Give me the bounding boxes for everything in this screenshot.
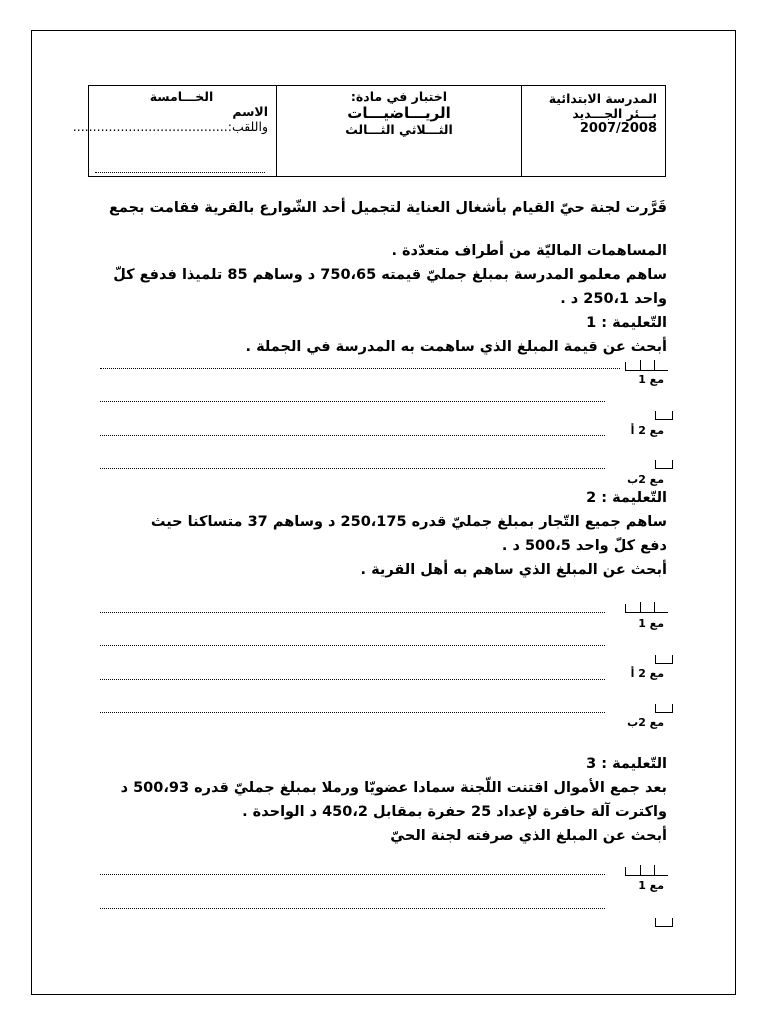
subject-cell [276,86,521,176]
criterion-label: مع 2 أ [630,424,664,437]
answer-line[interactable] [100,435,605,436]
task2-line-1: ساهم جميع التّجار بمبلغ جمليّ قدره 250،175 د وساهم 37 متساكنا حيث [150,514,667,530]
intro-line-1: قَرَّرت لجنة حيّ القيام بأشغال العناية لتجميل أحد الشّوارع بالقرية فقامت بجمع [108,200,667,216]
intro-line-2: المساهمات الماليّة من أطراف متعدّدة . [391,243,667,259]
name-field[interactable] [95,172,265,173]
student-cell [72,86,276,176]
exam-header [72,85,666,177]
school-place: بـــئر الجـــديد [572,106,657,121]
criterion-label: مع 2 أ [630,667,664,680]
answer-line[interactable] [100,612,605,613]
answer-line[interactable] [100,712,605,713]
school-info-cell [521,86,665,176]
answer-line[interactable] [100,645,605,646]
score-box [655,655,673,664]
score-box [655,411,673,420]
criterion-label: مع 2ب [627,473,664,486]
task2-question: أبحث عن المبلغ الذي ساهم به أهل القرية . [360,562,667,578]
context1-line-2: واحد 250،1 د . [560,291,667,307]
name-label: الاسم [232,104,268,119]
score-box [625,604,668,613]
answer-line[interactable] [100,468,605,469]
score-box [625,362,668,371]
task2-line-2: دفع كلّ واحد 500،5 د . [501,538,667,554]
grade-label: الخـــامسة [149,89,214,104]
criterion-label: مع 1 [638,373,664,386]
subject-title: الريـــاضيـــات [347,104,451,122]
task3-title: التّعليمة : 3 [586,756,667,772]
task3-line-2: واكترت آلة حافرة لإعداد 25 حفرة بمقابل 450،2 د الواحدة . [242,804,667,820]
task1-title: التّعليمة : 1 [586,315,667,331]
answer-line[interactable] [100,679,605,680]
task2-title: التّعليمة : 2 [586,490,667,506]
score-box [655,704,673,713]
term-label: الثـــلاثي الثـــالث [345,122,453,137]
school-year: 2007/2008 [579,121,657,136]
exam-label: اختبار في مادة: [350,89,448,104]
task3-question: أبحث عن المبلغ الذي صرفته لجنة الحيّ [390,828,667,844]
answer-line[interactable] [100,401,605,402]
answer-line[interactable] [100,874,605,875]
score-box [625,867,668,876]
school-name: المدرسة الابتدائية [548,91,657,106]
criterion-label: مع 2ب [627,716,664,729]
surname-label: واللقب:....................................... [72,119,268,134]
context1-line-1: ساهم معلمو المدرسة بمبلغ جمليّ قيمته 750،65 د وساهم 85 تلميذا فدفع كلّ [113,267,667,283]
score-box [655,918,673,927]
task3-line-1: بعد جمع الأموال اقتنت اللّجنة سمادا عضويّا ورملا بمبلغ جمليّ قدره 500،93 د [120,780,667,796]
score-box [655,460,673,469]
criterion-label: مع 1 [638,617,664,630]
answer-line[interactable] [100,368,620,369]
criterion-label: مع 1 [638,879,664,892]
task1-question: أبحث عن قيمة المبلغ الذي ساهمت به المدرسة في الجملة . [245,339,667,355]
answer-line[interactable] [100,908,605,909]
